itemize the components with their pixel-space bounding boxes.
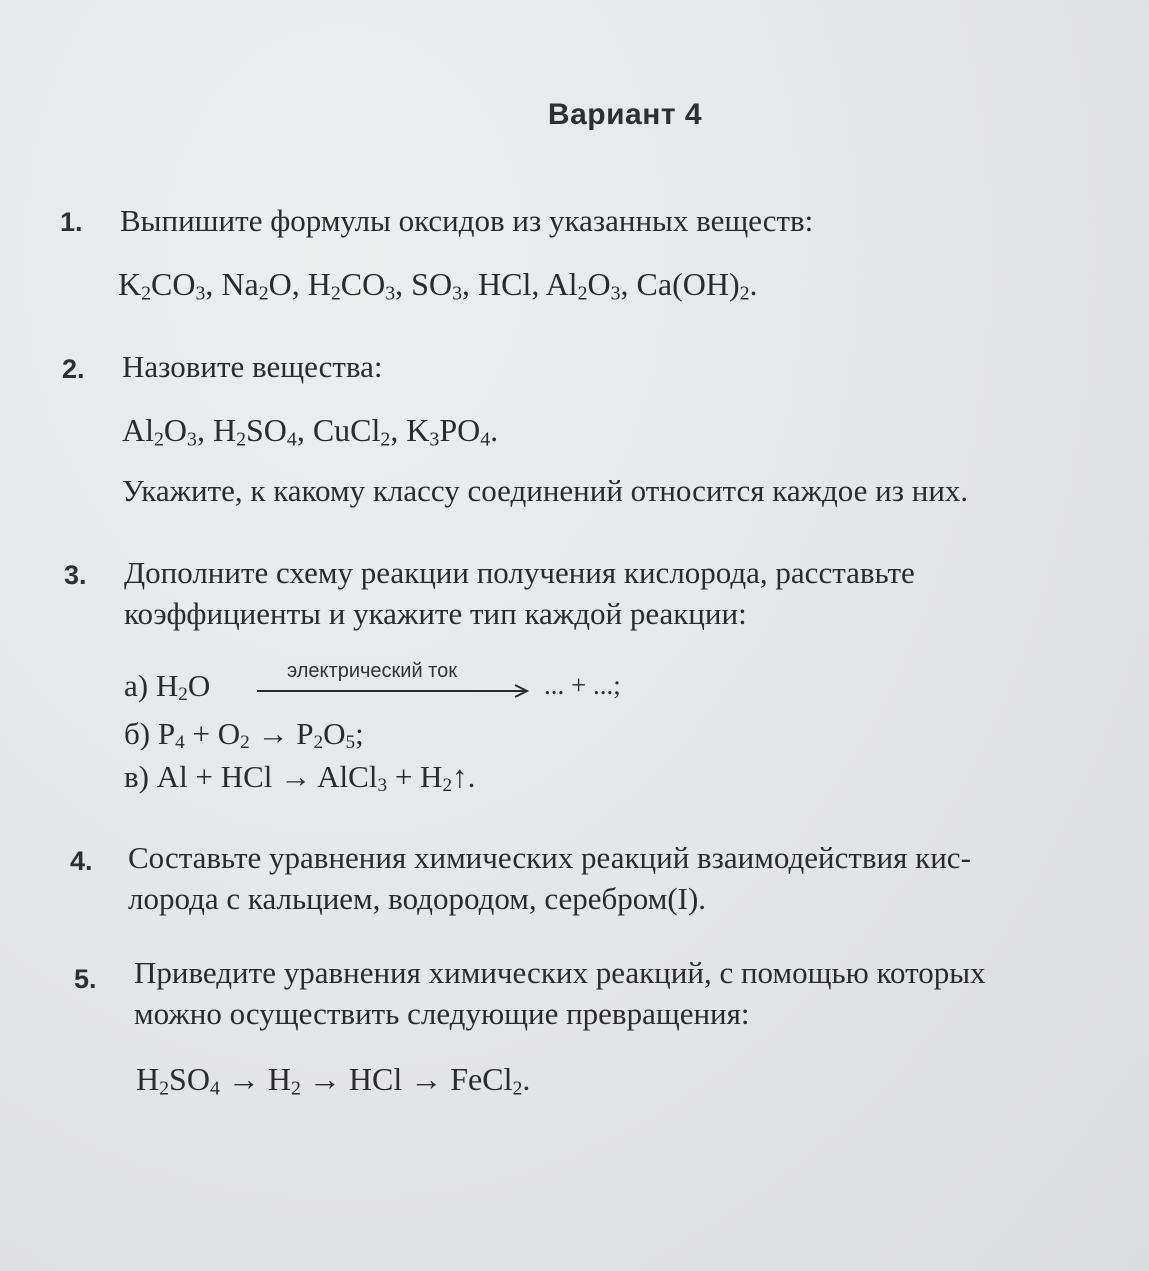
task-4-text-line1: Составьте уравнения химических реакций взаимодействия кис- — [128, 840, 971, 875]
long-arrow-icon — [257, 684, 533, 698]
task-2-text2: Укажите, к какому классу соединений относится каждое из них. — [122, 473, 969, 508]
task-3-number: 3. — [64, 560, 87, 590]
task-2-text: Назовите вещества: — [122, 349, 383, 384]
arrow-label: электрический ток — [287, 660, 457, 682]
task-5-text-line1: Приведите уравнения химических реакций, с помощью которых — [134, 955, 986, 990]
task-2-number: 2. — [62, 354, 85, 384]
task-3-text-line2: коэффициенты и укажите тип каждой реакции: — [124, 596, 747, 631]
reaction-a: а) $H_2O$ — [124, 668, 211, 706]
task-5-number: 5. — [74, 964, 97, 994]
task-5-chain: $H_2SO_4 \to H_2$ → HCl → FeCl$_2$. — [136, 1061, 531, 1100]
variant-title: Вариант 4 — [547, 98, 703, 131]
task-4-number: 4. — [70, 846, 93, 876]
task-1-text: Выпишите формулы оксидов из указанных веществ: — [120, 203, 814, 238]
reaction-b-label: б) — [124, 716, 151, 751]
reaction-c: в) Al + HCl → AlCl$_3$ + $H_2↑$. — [124, 759, 476, 797]
reaction-c-label: в) — [124, 759, 149, 794]
task-1-formulas: $K_2CO_3$, $Na_2O$, $H_2CO_3$, $SO_3$, HCl, $Al_2O_3$, $Ca(OH)_2$. — [118, 266, 758, 305]
task-4-text-line2: лорода с кальцием, водородом, серебром(I). — [128, 881, 707, 916]
task-2-formulas: $Al_2O_3$, $H_2SO_4$, CuCl$_2$, $K_3PO_4$. — [122, 412, 499, 451]
task-5-text-line2: можно осуществить следующие превращения: — [134, 996, 750, 1031]
reaction-a-label: а) — [124, 668, 149, 703]
reaction-b: б) $P_4 + O_2 \to P_2O_5$; — [124, 716, 364, 754]
task-3-text-line1: Дополните схему реакции получения кислорода, расставьте — [124, 555, 915, 590]
reaction-a-products: ... + ...; — [544, 670, 621, 700]
task-1-number: 1. — [60, 207, 83, 237]
